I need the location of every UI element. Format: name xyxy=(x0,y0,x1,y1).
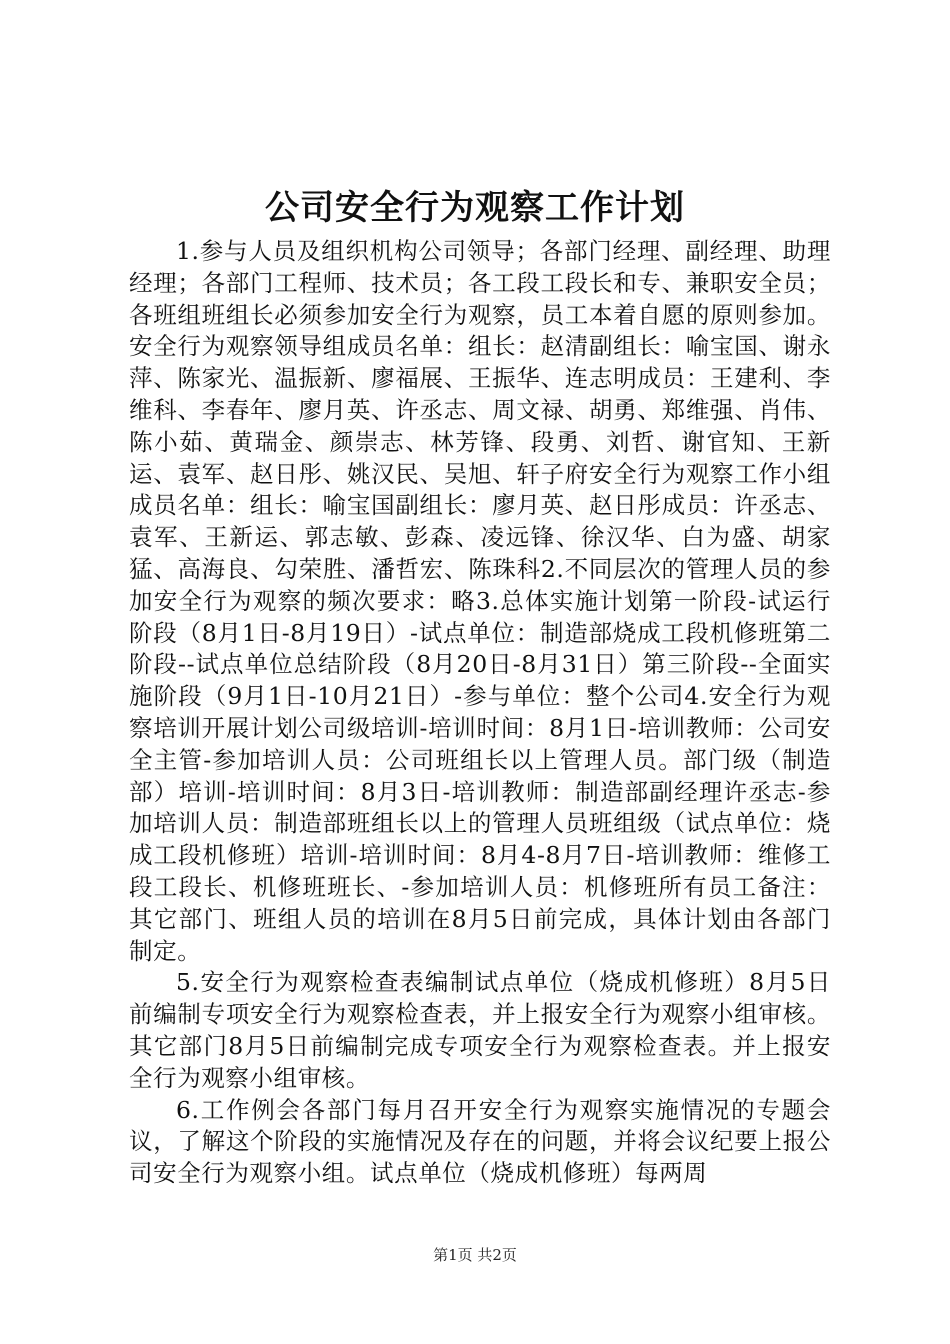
paragraph-1: 1.参与人员及组织机构公司领导；各部门经理、副经理、助理经理；各部门工程师、技术员；各工段工段长和专、兼职安全员；各班组班组长必须参加安全行为观察，员工本着自愿的原则参加。安全行为观察领导组成员名单：组长：赵清副组长：喻宝国、谢永萍、陈家光、温振新、廖福展、王振华、连志明成员：王建利、李维科、李春年、廖月英、许丞志、周文禄、胡勇、郑维强、肖伟、陈小茹、黄瑞金、颜崇志、林芳锋、段勇、刘哲、谢官知、王新运、袁军、赵日彤、姚汉民、吴旭、轩子府安全行为观察工作小组成员名单：组长：喻宝国副组长：廖月英、赵日彤成员：许丞志、袁军、王新运、郭志敏、彭森、凌远锋、徐汉华、白为盛、胡家猛、高海良、勾荣胜、潘哲宏、陈珠科2.不同层次的管理人员的参加安全行为观察的频次要求：略3.总体实施计划第一阶段-试运行阶段（8月1日-8月19日）-试点单位：制造部烧成工段机修班第二阶段--试点单位总结阶段（8月20日-8月31日）第三阶段--全面实施阶段（9月1日-10月21日）-参与单位：整个公司4.安全行为观察培训开展计划公司级培训-培训时间：8月1日-培训教师：公司安全主管-参加培训人员：公司班组长以上管理人员。部门级（制造部）培训-培训时间：8月3日-培训教师：制造部副经理许丞志-参加培训人员：制造部班组长以上的管理人员班组级（试点单位：烧成工段机修班）培训-培训时间：8月4-8月7日-培训教师：维修工段工段长、机修班班长、-参加培训人员：机修班所有员工备注：其它部门、班组人员的培训在8月5日前完成，具体计划由各部门制定。 xyxy=(129,237,831,965)
document-title: 公司安全行为观察工作计划 xyxy=(265,188,685,228)
document-body xyxy=(129,236,831,1190)
paragraph-5: 5.安全行为观察检查表编制试点单位（烧成机修班）8月5日前编制专项安全行为观察检查表，并上报安全行为观察小组审核。其它部门8月5日前编制完成专项安全行为观察检查表。并上报安全行为观察小组审核。 xyxy=(129,968,831,1092)
page-footer: 第1页 共2页 xyxy=(433,1246,517,1264)
paragraph-6: 6.工作例会各部门每月召开安全行为观察实施情况的专题会议，了解这个阶段的实施情况及存在的问题，并将会议纪要上报公司安全行为观察小组。试点单位（烧成机修班）每两周 xyxy=(129,1095,831,1188)
